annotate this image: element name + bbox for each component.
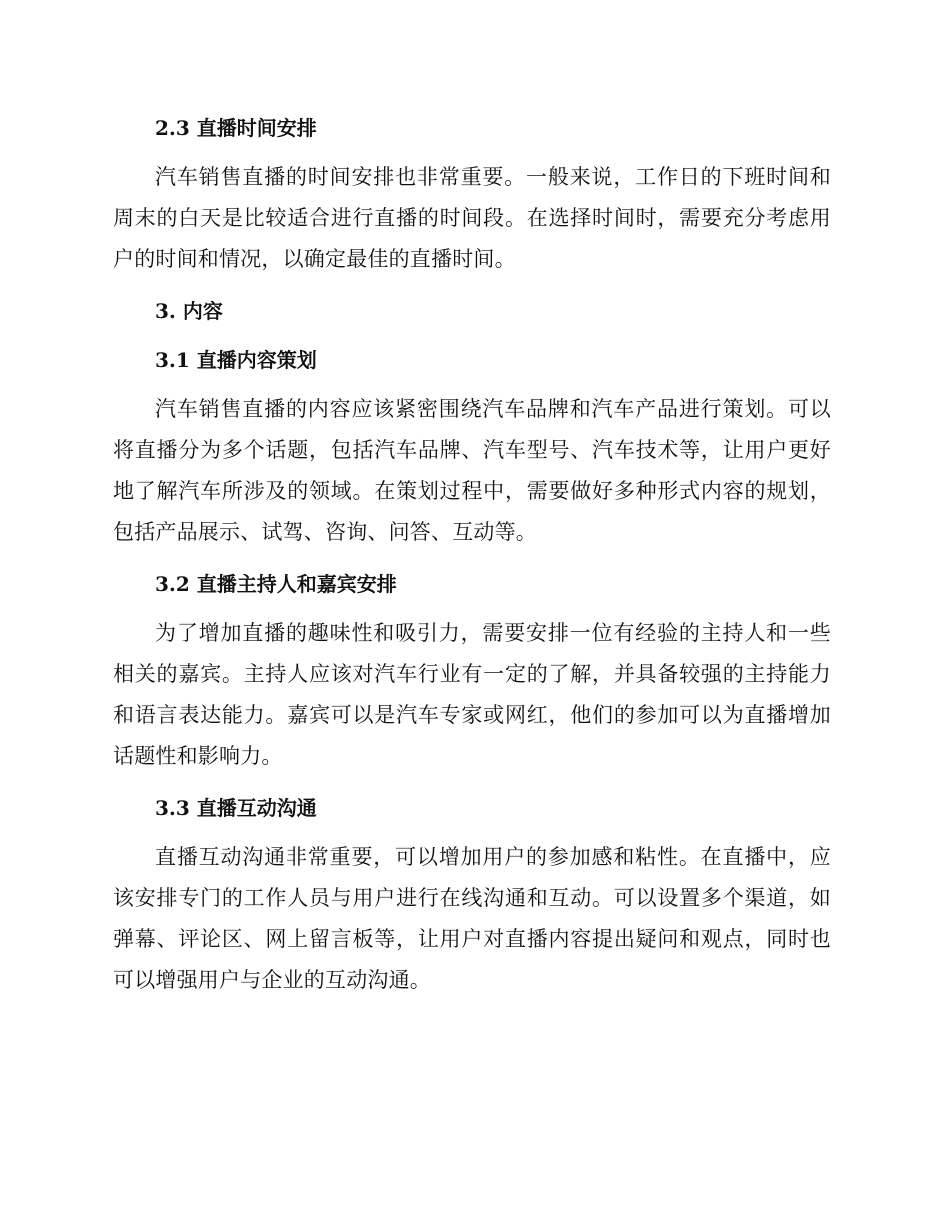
section-heading-3-2: 3.2 直播主持人和嘉宾安排 [155, 572, 397, 596]
section-heading-2-3: 2.3 直播时间安排 [155, 116, 317, 140]
paragraph-schedule: 汽车销售直播的时间安排也非常重要。一般来说，工作日的下班时间和周末的白天是比较适合进行直播的时间段。在选择时间时，需要充分考虑用户的时间和情况，以确定最佳的直播时间。 [113, 165, 831, 271]
paragraph-content-planning: 汽车销售直播的内容应该紧密围绕汽车品牌和汽车产品进行策划。可以将直播分为多个话题，包括汽车品牌、汽车型号、汽车技术等，让用户更好地了解汽车所涉及的领域。在策划过程中，需要做好多种形式内容的规划，包括产品展示、试驾、咨询、问答、互动等。 [113, 397, 831, 544]
paragraph-host-guests: 为了增加直播的趣味性和吸引力，需要安排一位有经验的主持人和一些相关的嘉宾。主持人应该对汽车行业有一定的了解，并具备较强的主持能力和语言表达能力。嘉宾可以是汽车专家或网红，他们的参加可以为直播增加话题性和影响力。 [113, 621, 831, 768]
section-heading-3: 3. 内容 [155, 299, 223, 323]
section-heading-3-3: 3.3 直播互动沟通 [155, 796, 317, 820]
document-body [113, 110, 831, 1001]
section-heading-3-1: 3.1 直播内容策划 [155, 348, 317, 372]
paragraph-interaction: 直播互动沟通非常重要，可以增加用户的参加感和粘性。在直播中，应该安排专门的工作人员与用户进行在线沟通和互动。可以设置多个渠道，如弹幕、评论区、网上留言板等，让用户对直播内容提出疑问和观点，同时也可以增强用户与企业的互动沟通。 [113, 845, 831, 992]
